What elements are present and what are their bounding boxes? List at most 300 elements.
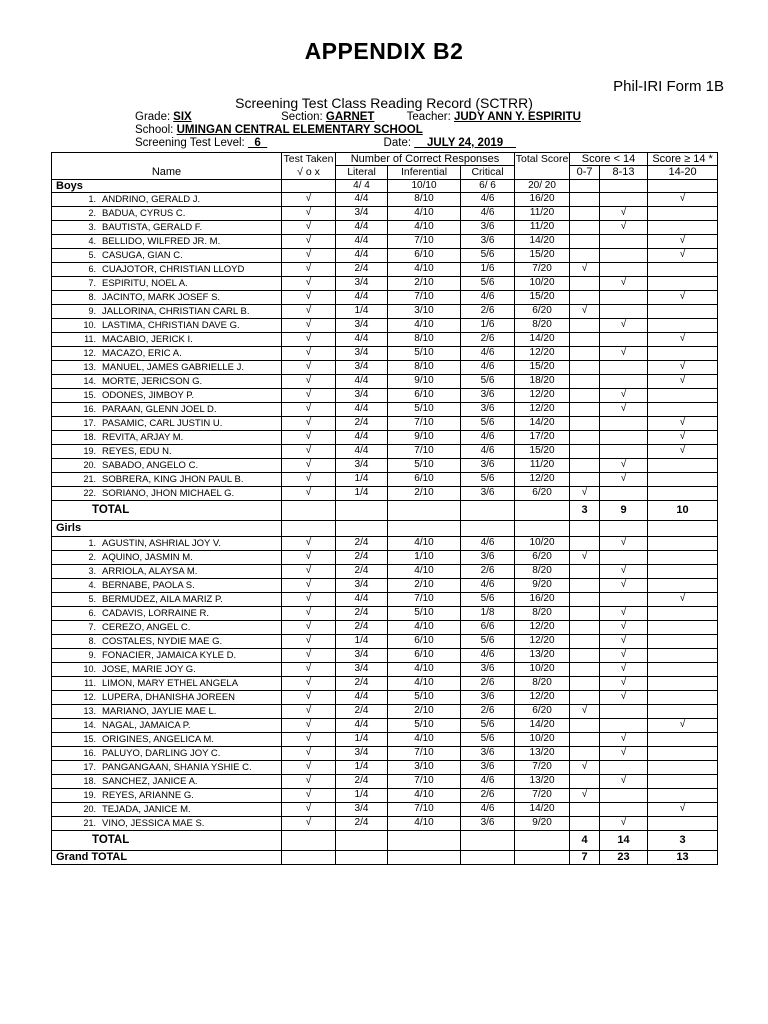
range-8-13-check: √ — [600, 346, 648, 360]
range-14-20-check: √ — [648, 592, 718, 606]
critical-score: 4/6 — [461, 346, 515, 360]
student-row — [52, 248, 718, 262]
total-score: 12/20 — [515, 346, 570, 360]
student-name: CUAJOTOR, CHRISTIAN LLOYD — [102, 263, 245, 275]
student-name-cell — [52, 620, 282, 634]
student-name-cell — [52, 648, 282, 662]
inferential-score: 4/10 — [388, 536, 461, 550]
student-name: LUPERA, DHANISHA JOREEN — [102, 691, 236, 703]
range-8-13-check: √ — [600, 746, 648, 760]
student-row — [52, 472, 718, 486]
critical-score: 1/6 — [461, 318, 515, 332]
student-row — [52, 416, 718, 430]
inferential-score: 2/10 — [388, 704, 461, 718]
inferential-score: 3/10 — [388, 304, 461, 318]
inferential-score: 4/10 — [388, 220, 461, 234]
range-14-20-check: √ — [648, 248, 718, 262]
range-14-20-check: √ — [648, 332, 718, 346]
range-14-20-check: √ — [648, 802, 718, 816]
total-score: 9/20 — [515, 578, 570, 592]
range-14-20-check: √ — [648, 192, 718, 206]
school-line — [135, 124, 423, 136]
inferential-score: 5/10 — [388, 690, 461, 704]
inferential-score: 7/10 — [388, 234, 461, 248]
literal-score: 1/4 — [336, 472, 388, 486]
inferential-score: 7/10 — [388, 592, 461, 606]
range-14-20-check — [648, 346, 718, 360]
boys-total-row-label: TOTAL — [52, 500, 282, 520]
total-score: 12/20 — [515, 388, 570, 402]
literal-score: 2/4 — [336, 774, 388, 788]
inferential-score: 5/10 — [388, 606, 461, 620]
range-8-13-check: √ — [600, 318, 648, 332]
student-name-cell — [52, 402, 282, 416]
range-14-20-check — [648, 774, 718, 788]
student-name-cell — [52, 578, 282, 592]
range-8-13-header: 8-13 — [600, 166, 648, 179]
student-row — [52, 536, 718, 550]
student-name-cell — [52, 662, 282, 676]
section-label: Section: — [281, 111, 323, 123]
student-name-cell — [52, 332, 282, 346]
student-name: CASUGA, GIAN C. — [102, 249, 183, 261]
range-14-20-check: √ — [648, 290, 718, 304]
range-14-20-check: √ — [648, 360, 718, 374]
critical-score: 5/6 — [461, 718, 515, 732]
range-14-20-check — [648, 206, 718, 220]
range-0-7-check — [570, 374, 600, 388]
taken-check: √ — [282, 746, 336, 760]
range-0-7-check — [570, 318, 600, 332]
literal-score: 4/4 — [336, 690, 388, 704]
student-name: BADUA, CYRUS C. — [102, 207, 186, 219]
range-8-13-check — [600, 486, 648, 500]
student-name-cell — [52, 416, 282, 430]
range-8-13-check — [600, 374, 648, 388]
critical-score: 3/6 — [461, 458, 515, 472]
total-score: 6/20 — [515, 704, 570, 718]
range-8-13-check: √ — [600, 606, 648, 620]
range-14-20-check — [648, 220, 718, 234]
taken-check: √ — [282, 802, 336, 816]
student-number: 19. — [83, 789, 96, 800]
student-name: BAUTISTA, GERALD F. — [102, 221, 203, 233]
critical-score: 5/6 — [461, 416, 515, 430]
critical-score: 5/6 — [461, 592, 515, 606]
girls-label: Girls — [52, 520, 282, 536]
student-number: 18. — [83, 775, 96, 786]
grand-total-14-20: 13 — [648, 850, 718, 864]
inferential-score: 4/10 — [388, 262, 461, 276]
student-row — [52, 444, 718, 458]
student-name-cell — [52, 374, 282, 388]
range-14-20-check — [648, 606, 718, 620]
range-14-20-check — [648, 620, 718, 634]
inferential-score: 5/10 — [388, 346, 461, 360]
critical-score: 4/6 — [461, 360, 515, 374]
student-row — [52, 564, 718, 578]
literal-score: 2/4 — [336, 536, 388, 550]
student-row — [52, 774, 718, 788]
student-name-cell — [52, 360, 282, 374]
range-0-7-check — [570, 802, 600, 816]
range-0-7-check — [570, 248, 600, 262]
taken-check: √ — [282, 332, 336, 346]
student-name: MACAZO, ERIC A. — [102, 347, 182, 359]
range-14-20-check — [648, 472, 718, 486]
range-0-7-check — [570, 444, 600, 458]
student-number: 11. — [84, 677, 96, 688]
student-number: 13. — [83, 705, 96, 716]
student-name: CADAVIS, LORRAINE R. — [102, 607, 209, 619]
student-name-cell — [52, 388, 282, 402]
range-14-20-check — [648, 746, 718, 760]
range-8-13-check: √ — [600, 206, 648, 220]
literal-score: 2/4 — [336, 704, 388, 718]
student-name-cell — [52, 788, 282, 802]
student-name-cell — [52, 346, 282, 360]
critical-score: 4/6 — [461, 536, 515, 550]
total-score: 14/20 — [515, 802, 570, 816]
student-name: REYES, ARIANNE G. — [102, 789, 194, 801]
student-row — [52, 550, 718, 564]
critical-score: 3/6 — [461, 486, 515, 500]
range-8-13-check — [600, 592, 648, 606]
student-number: 1. — [88, 537, 96, 548]
critical-score: 4/6 — [461, 206, 515, 220]
total-score: 8/20 — [515, 318, 570, 332]
range-14-20-check — [648, 704, 718, 718]
grand-total-label: Grand TOTAL — [52, 850, 282, 864]
student-name-cell — [52, 816, 282, 830]
student-row — [52, 662, 718, 676]
student-number: 1. — [88, 193, 96, 204]
taken-check: √ — [282, 262, 336, 276]
total-score: 6/20 — [515, 486, 570, 500]
range-8-13-check: √ — [600, 690, 648, 704]
student-name: BERNABE, PAOLA S. — [102, 579, 195, 591]
taken-check: √ — [282, 718, 336, 732]
range-8-13-check: √ — [600, 774, 648, 788]
critical-score: 2/6 — [461, 304, 515, 318]
student-name: SABADO, ANGELO C. — [102, 459, 199, 471]
total-score: 11/20 — [515, 220, 570, 234]
range-0-7-check — [570, 746, 600, 760]
critical-score: 3/6 — [461, 690, 515, 704]
student-name: JALLORINA, CHRISTIAN CARL B. — [102, 305, 250, 317]
total-score: 10/20 — [515, 662, 570, 676]
range-0-7-check — [570, 536, 600, 550]
student-name: ARRIOLA, ALAYSA M. — [102, 565, 198, 577]
girls-header-row — [52, 520, 718, 536]
taken-check: √ — [282, 620, 336, 634]
range-8-13-check: √ — [600, 676, 648, 690]
student-name: MANUEL, JAMES GABRIELLE J. — [102, 361, 245, 373]
range-14-20-check — [648, 816, 718, 830]
student-name-cell — [52, 802, 282, 816]
literal-score: 1/4 — [336, 788, 388, 802]
range-0-7-check — [570, 690, 600, 704]
student-row — [52, 816, 718, 830]
literal-score: 1/4 — [336, 304, 388, 318]
student-row — [52, 592, 718, 606]
taken-check: √ — [282, 816, 336, 830]
page-title: APPENDIX B2 — [304, 38, 464, 64]
literal-score: 3/4 — [336, 206, 388, 220]
inferential-score: 5/10 — [388, 718, 461, 732]
range-8-13-check: √ — [600, 402, 648, 416]
literal-score: 3/4 — [336, 578, 388, 592]
range-0-7-check — [570, 388, 600, 402]
range-0-7-check — [570, 564, 600, 578]
inferential-score: 9/10 — [388, 374, 461, 388]
total-score: 8/20 — [515, 564, 570, 578]
student-number: 9. — [88, 649, 96, 660]
section-value: GARNET — [325, 111, 375, 123]
student-number: 9. — [88, 305, 96, 316]
critical-score: 5/6 — [461, 374, 515, 388]
literal-score: 4/4 — [336, 374, 388, 388]
range-0-7-check — [570, 192, 600, 206]
total-score: 12/20 — [515, 620, 570, 634]
total-score: 18/20 — [515, 374, 570, 388]
score-lt14-header: Score < 14 — [570, 153, 648, 166]
total-score: 10/20 — [515, 276, 570, 290]
literal-score: 4/4 — [336, 402, 388, 416]
student-name-cell — [52, 458, 282, 472]
critical-score: 4/6 — [461, 578, 515, 592]
grand-total-8-13: 23 — [600, 850, 648, 864]
student-number: 20. — [83, 803, 96, 814]
total-score: 13/20 — [515, 746, 570, 760]
name-header: Name — [52, 166, 282, 179]
student-number: 5. — [88, 249, 96, 260]
range-0-7-check — [570, 774, 600, 788]
literal-score: 1/4 — [336, 760, 388, 774]
range-14-20-check — [648, 634, 718, 648]
taken-check: √ — [282, 290, 336, 304]
student-number: 8. — [88, 291, 96, 302]
student-name: PANGANGAAN, SHANIA YSHIE C. — [102, 761, 252, 773]
literal-score: 3/4 — [336, 802, 388, 816]
range-14-20-check — [648, 648, 718, 662]
student-number: 3. — [88, 221, 96, 232]
student-name-cell — [52, 704, 282, 718]
student-name-cell — [52, 760, 282, 774]
range-8-13-check: √ — [600, 564, 648, 578]
student-row — [52, 704, 718, 718]
range-0-7-check — [570, 346, 600, 360]
taken-check: √ — [282, 234, 336, 248]
literal-score: 4/4 — [336, 220, 388, 234]
inferential-score: 7/10 — [388, 444, 461, 458]
student-row — [52, 332, 718, 346]
range-0-7-check — [570, 662, 600, 676]
total-score: 6/20 — [515, 304, 570, 318]
student-row — [52, 220, 718, 234]
student-number: 8. — [88, 635, 96, 646]
student-name: JOSE, MARIE JOY G. — [102, 663, 196, 675]
range-14-20-check: √ — [648, 444, 718, 458]
student-row — [52, 360, 718, 374]
taken-check: √ — [282, 472, 336, 486]
inferential-score: 1/10 — [388, 550, 461, 564]
range-0-7-check — [570, 578, 600, 592]
max-inferential: 10/10 — [388, 179, 461, 192]
literal-score: 1/4 — [336, 486, 388, 500]
critical-score: 3/6 — [461, 816, 515, 830]
student-row — [52, 486, 718, 500]
critical-score: 5/6 — [461, 634, 515, 648]
student-name-cell — [52, 676, 282, 690]
critical-score: 1/8 — [461, 606, 515, 620]
student-number: 15. — [83, 389, 96, 400]
total-score: 10/20 — [515, 536, 570, 550]
boys-label: Boys — [52, 179, 282, 192]
range-14-20-check: √ — [648, 416, 718, 430]
range-14-20-check — [648, 564, 718, 578]
girls-total-row-14-20: 3 — [648, 830, 718, 850]
range-8-13-check: √ — [600, 220, 648, 234]
student-row — [52, 206, 718, 220]
literal-header: Literal — [336, 166, 388, 179]
student-number: 6. — [88, 263, 96, 274]
student-row — [52, 620, 718, 634]
range-8-13-check: √ — [600, 732, 648, 746]
total-score: 6/20 — [515, 550, 570, 564]
literal-score: 4/4 — [336, 192, 388, 206]
student-number: 2. — [88, 207, 96, 218]
student-name-cell — [52, 472, 282, 486]
inferential-score: 7/10 — [388, 802, 461, 816]
taken-check: √ — [282, 690, 336, 704]
total-score: 15/20 — [515, 248, 570, 262]
student-name: LASTIMA, CHRISTIAN DAVE G. — [102, 319, 240, 331]
correct-responses-header: Number of Correct Responses — [336, 153, 515, 166]
range-0-7-check — [570, 276, 600, 290]
student-name-cell — [52, 206, 282, 220]
student-name-cell — [52, 430, 282, 444]
student-row — [52, 578, 718, 592]
critical-score: 3/6 — [461, 760, 515, 774]
critical-score: 4/6 — [461, 192, 515, 206]
range-0-7-check — [570, 634, 600, 648]
range-0-7-check — [570, 648, 600, 662]
range-8-13-check — [600, 416, 648, 430]
student-name-cell — [52, 192, 282, 206]
student-name-cell — [52, 248, 282, 262]
student-row — [52, 788, 718, 802]
critical-score: 5/6 — [461, 472, 515, 486]
range-0-7-check — [570, 430, 600, 444]
critical-score: 2/6 — [461, 332, 515, 346]
taken-check: √ — [282, 760, 336, 774]
student-name-cell — [52, 276, 282, 290]
student-row — [52, 304, 718, 318]
boys-total-row-14-20: 10 — [648, 500, 718, 520]
range-14-20-check — [648, 486, 718, 500]
range-8-13-check — [600, 704, 648, 718]
student-name: LIMON, MARY ETHEL ANGELA — [102, 677, 239, 689]
literal-score: 3/4 — [336, 388, 388, 402]
student-name: BERMUDEZ, AILA MARIZ P. — [102, 593, 223, 605]
student-name-cell — [52, 732, 282, 746]
range-8-13-check: √ — [600, 536, 648, 550]
inferential-score: 6/10 — [388, 648, 461, 662]
literal-score: 4/4 — [336, 332, 388, 346]
literal-score: 2/4 — [336, 620, 388, 634]
critical-score: 2/6 — [461, 676, 515, 690]
taken-check: √ — [282, 360, 336, 374]
student-number: 5. — [88, 593, 96, 604]
total-score: 10/20 — [515, 732, 570, 746]
range-14-20-check: √ — [648, 374, 718, 388]
boys-total-row — [52, 500, 718, 520]
total-score: 7/20 — [515, 760, 570, 774]
student-name-cell — [52, 634, 282, 648]
literal-score: 4/4 — [336, 430, 388, 444]
student-name: NAGAL, JAMAICA P. — [102, 719, 191, 731]
range-8-13-check — [600, 248, 648, 262]
range-8-13-check — [600, 444, 648, 458]
student-name: ANDRINO, GERALD J. — [102, 193, 201, 205]
student-row — [52, 290, 718, 304]
range-8-13-check — [600, 262, 648, 276]
literal-score: 4/4 — [336, 444, 388, 458]
taken-check: √ — [282, 304, 336, 318]
girls-total-row-8-13: 14 — [600, 830, 648, 850]
literal-score: 3/4 — [336, 746, 388, 760]
range-0-7-check — [570, 220, 600, 234]
range-8-13-check — [600, 802, 648, 816]
student-number: 14. — [83, 375, 96, 386]
teacher-value: JUDY ANN Y. ESPIRITU — [453, 111, 581, 123]
range-0-7-check — [570, 606, 600, 620]
inferential-score: 6/10 — [388, 472, 461, 486]
student-number: 19. — [83, 445, 96, 456]
student-row — [52, 402, 718, 416]
literal-score: 4/4 — [336, 592, 388, 606]
range-0-7-check — [570, 402, 600, 416]
critical-score: 4/6 — [461, 290, 515, 304]
student-row — [52, 676, 718, 690]
literal-score: 3/4 — [336, 276, 388, 290]
student-row — [52, 802, 718, 816]
student-number: 12. — [83, 347, 96, 358]
grand-total-0-7: 7 — [570, 850, 600, 864]
student-row — [52, 648, 718, 662]
inferential-score: 7/10 — [388, 416, 461, 430]
test-taken-header: Test Taken — [283, 152, 334, 165]
range-0-7-check — [570, 290, 600, 304]
critical-score: 3/6 — [461, 662, 515, 676]
range-8-13-check: √ — [600, 276, 648, 290]
date-value: __JULY 24, 2019__ — [414, 137, 516, 149]
range-8-13-check — [600, 360, 648, 374]
taken-check: √ — [282, 578, 336, 592]
critical-score: 5/6 — [461, 248, 515, 262]
student-name: CEREZO, ANGEL C. — [102, 621, 191, 633]
taken-check: √ — [282, 220, 336, 234]
range-0-7-check — [570, 206, 600, 220]
range-8-13-check: √ — [600, 648, 648, 662]
critical-score: 2/6 — [461, 564, 515, 578]
student-row — [52, 732, 718, 746]
total-score: 12/20 — [515, 690, 570, 704]
range-0-7-check: √ — [570, 486, 600, 500]
taken-check: √ — [282, 444, 336, 458]
student-row — [52, 458, 718, 472]
